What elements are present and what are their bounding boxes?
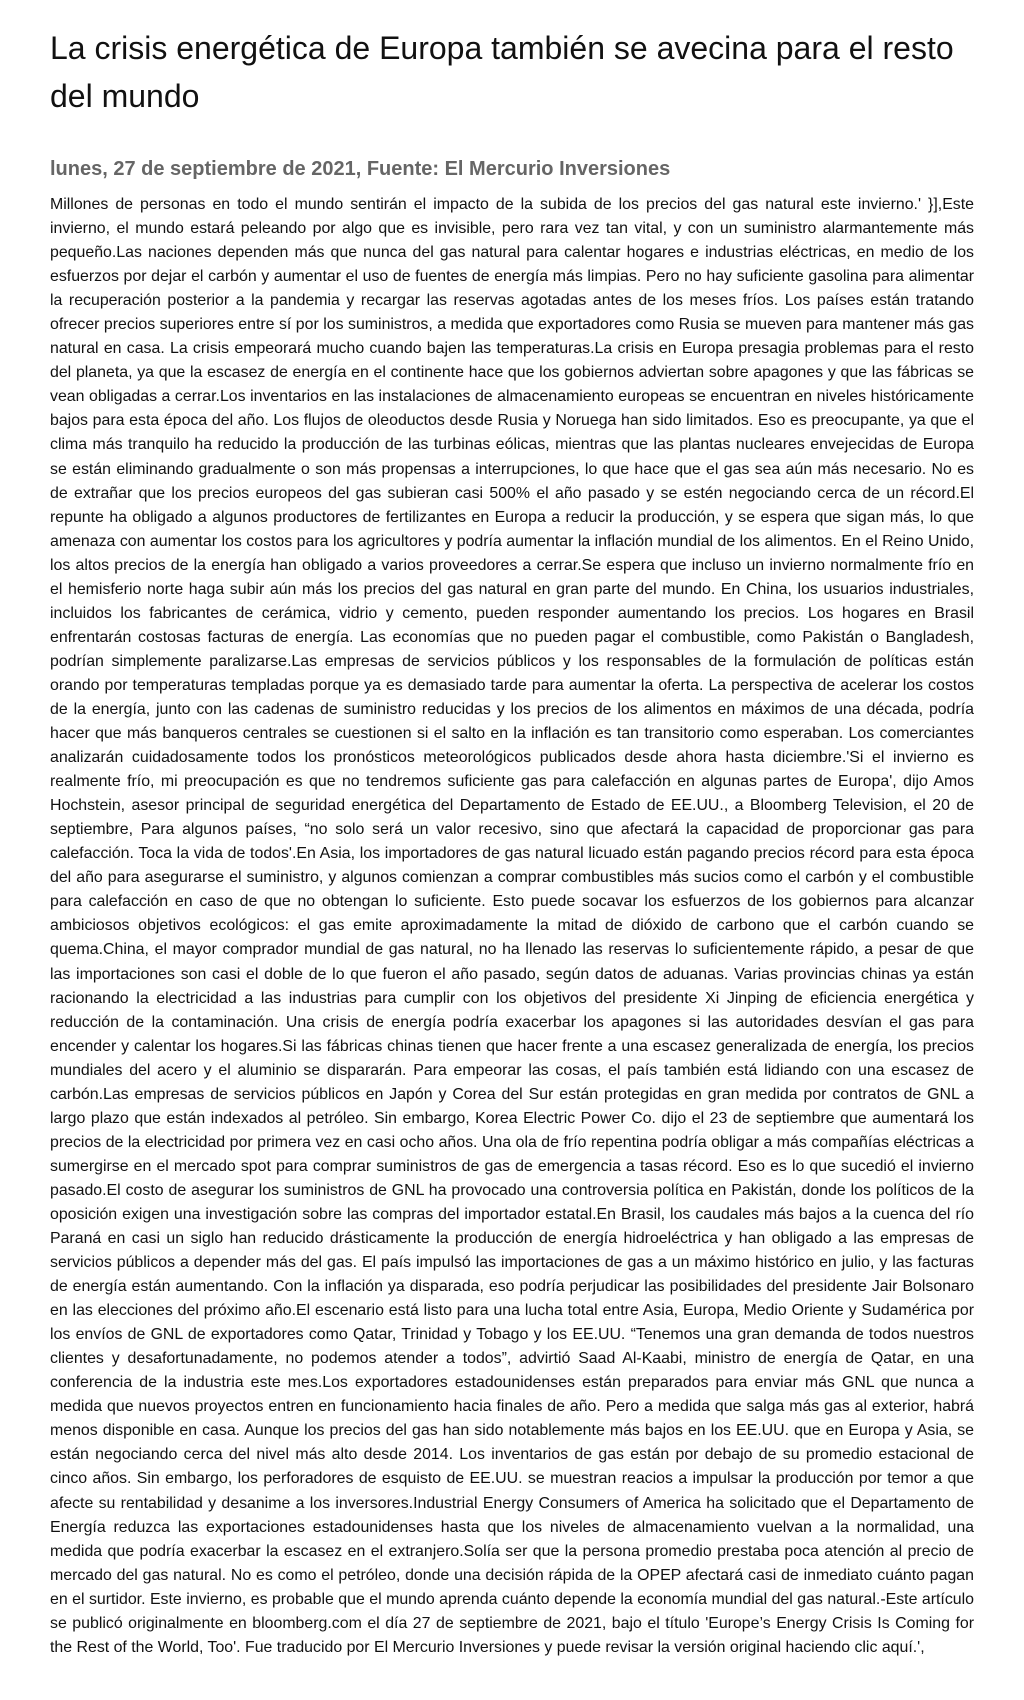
article-title: La crisis energética de Europa también se avecina para el resto del mundo [50, 30, 954, 114]
article-body: Millones de personas en todo el mundo sentirán el impacto de la subida de los precios del gas natural este invierno.' }],Este invierno, el mundo estará peleando por algo que es invisible, pero rara vez tan vital, y con un suministro alarmantemente más pequeño.Las naciones dependen más que nunca del gas natural para calentar hogares e industrias eléctricas, en medio de los esfuerzos por dejar el carbón y aumentar el uso de fuentes de energía más limpias. Pero no hay suficiente gasolina para alimentar la recuperación posterior a la pandemia y recargar las reservas agotadas antes de los meses fríos. Los países están tratando ofrecer precios superiores entre sí por los suministros, a medida que exportadores como Rusia se mueven para mantener más gas natural en casa. La crisis empeorará mucho cuando bajen las temperaturas.La crisis en Europa presagia problemas para el resto del planeta, ya que la escasez de energía en el continente hace que los gobiernos adviertan sobre apagones y que las fábricas se vean obligadas a cerrar.Los inventarios en las instalaciones de almacenamiento europeas se encuentran en niveles históricamente bajos para esta época del año. Los flujos de oleoductos desde Rusia y Noruega han sido limitados. Eso es preocupante, ya que el clima más tranquilo ha reducido la producción de las turbinas eólicas, mientras que las plantas nucleares envejecidas de Europa se están eliminando gradualmente o son más propensas a interrupciones, lo que hace que el gas sea aún más necesario. No es de extrañar que los precios europeos del gas subieran casi 500% el año pasado y se estén negociando cerca de un récord.El repunte ha obligado a algunos productores de fertilizantes en Europa a reducir la producción, y se espera que sigan más, lo que amenaza con aumentar los costos para los agricultores y podría aumentar la inflación mundial de los alimentos. En el Reino Unido, los altos precios de la energía han obligado a varios proveedores a cerrar.Se espera que incluso un invierno normalmente frío en el hemisferio norte haga subir aún más los precios del gas natural en gran parte del mundo. En China, los usuarios industriales, incluidos los fabricantes de cerámica, vidrio y cemento, pueden responder aumentando los precios. Los hogares en Brasil enfrentarán costosas facturas de energía. Las economías que no pueden pagar el combustible, como Pakistán o Bangladesh, podrían simplemente paralizarse.Las empresas de servicios públicos y los responsables de la formulación de políticas están orando por temperaturas templadas porque ya es demasiado tarde para aumentar la oferta. La perspectiva de acelerar los costos de la energía, junto con las cadenas de suministro reducidas y los precios de los alimentos en máximos de una década, podría hacer que más banqueros centrales se cuestionen si el salto en la inflación es tan transitorio como esperaban. Los comerciantes analizarán cuidadosamente todos los pronósticos meteorológicos publicados desde ahora hasta diciembre.'Si el invierno es realmente frío, mi preocupación es que no tendremos suficiente gas para calefacción en algunas partes de Europa', dijo Amos Hochstein, asesor principal de seguridad energética del Departamento de Estado de EE.UU., a Bloomberg Television, el 20 de septiembre, Para algunos países, “no solo será un valor recesivo, sino que afectará la capacidad de proporcionar gas para calefacción. Toca la vida de todos'.En Asia, los importadores de gas natural licuado están pagando precios récord para esta época del año para asegurarse el suministro, y algunos comienzan a comprar combustibles más sucios como el carbón y el combustible para calefacción en caso de que no obtengan lo suficiente. Esto puede socavar los esfuerzos de los gobiernos para alcanzar ambiciosos objetivos ecológicos: el gas emite aproximadamente la mitad de dióxido de carbono que el carbón cuando se quema.China, el mayor comprador mundial de gas natural, no ha llenado las reservas lo suficientemente rápido, a pesar de que las importaciones son casi el doble de lo que fueron el año pasado, según datos de aduanas. Varias provincias chinas ya están racionando la electricidad a las industrias para cumplir con los objetivos del presidente Xi Jinping de eficiencia energética y reducción de la contaminación. Una crisis de energía podría exacerbar los apagones si las autoridades desvían el gas para encender y calentar los hogares.Si las fábricas chinas tienen que hacer frente a una escasez generalizada de energía, los precios mundiales del acero y el aluminio se dispararán. Para empeorar las cosas, el país también está lidiando con una escasez de carbón.Las empresas de servicios públicos en Japón y Corea del Sur están protegidas en gran medida por contratos de GNL a largo plazo que están indexados al petróleo. Sin embargo, Korea Electric Power Co. dijo el 23 de septiembre que aumentará los precios de la electricidad por primera vez en casi ocho años. Una ola de frío repentina podría obligar a más compañías eléctricas a sumergirse en el mercado spot para comprar suministros de gas de emergencia a tasas récord. Eso es lo que sucedió el invierno pasado.El costo de asegurar los suministros de GNL ha provocado una controversia política en Pakistán, donde los políticos de la oposición exigen una investigación sobre las compras del importador estatal.En Brasil, los caudales más bajos a la cuenca del río Paraná en casi un siglo han reducido drásticamente la producción de energía hidroeléctrica y han obligado a las empresas de servicios públicos a depender más del gas. El país impulsó las importaciones de gas a un máximo histórico en julio, y las facturas de energía están aumentando. Con la inflación ya disparada, eso podría perjudicar las posibilidades del presidente Jair Bolsonaro en las elecciones del próximo año.El escenario está listo para una lucha total entre Asia, Europa, Medio Oriente y Sudamérica por los envíos de GNL de exportadores como Qatar, Trinidad y Tobago y los EE.UU. “Tenemos una gran demanda de todos nuestros clientes y desafortunadamente, no podemos atender a todos”, advirtió Saad Al-Kaabi, ministro de energía de Qatar, en una conferencia de la industria este mes.Los exportadores estadounidenses están preparados para enviar más GNL que nunca a medida que nuevos proyectos entren en funcionamiento hacia finales de año. Pero a medida que salga más gas al exterior, habrá menos disponible en casa. Aunque los precios del gas han sido notablemente más bajos en los EE.UU. que en Europa y Asia, se están negociando cerca del nivel más alto desde 2014. Los inventarios de gas están por debajo de su promedio estacional de cinco años. Sin embargo, los perforadores de esquisto de EE.UU. se muestran reacios a impulsar la producción por temor a que afecte su rentabilidad y desanime a los inversores.Industrial Energy Consumers of America ha solicitado que el Departamento de Energía reduzca las exportaciones estadounidenses hasta que los niveles de almacenamiento vuelvan a la normalidad, una medida que podría exacerbar la escasez en el extranjero.Solía ser que la persona promedio prestaba poca atención al precio de mercado del gas natural. No es como el petróleo, donde una decisión rápida de la OPEP afectará casi de inmediato cuánto pagan en el surtidor. Este invierno, es probable que el mundo aprenda cuánto depende la economía mundial del gas natural.-Este artículo se publicó originalmente en bloomberg.com el día 27 de septiembre de 2021, bajo el título 'Europe’s Energy Crisis Is Coming for the Rest of the World, Too'. Fue traducido por El Mercurio Inversiones y puede revisar la versión original haciendo clic aquí.', [50, 196, 974, 1656]
article-date-source: lunes, 27 de septiembre de 2021, Fuente: El Mercurio Inversiones [50, 158, 671, 180]
